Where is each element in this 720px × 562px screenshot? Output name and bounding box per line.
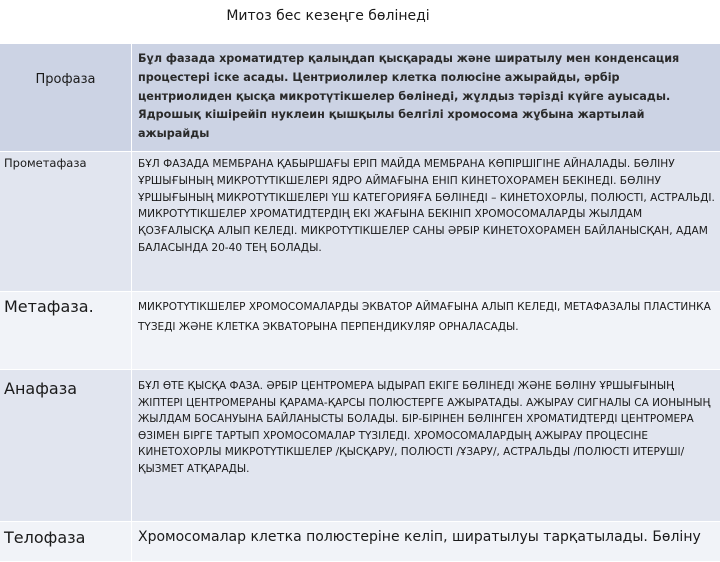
description-cell	[138, 528, 716, 546]
description-cell	[138, 297, 716, 337]
phase-name-anaphase: Анафаза	[4, 379, 78, 398]
phase-cell	[0, 44, 132, 151]
table-row-anaphase	[0, 370, 720, 522]
table-row-prometaphase	[0, 152, 720, 292]
description-cell	[138, 378, 716, 478]
table-row-telophase	[0, 522, 720, 562]
table-row-metaphase	[0, 292, 720, 370]
phase-description-anaphase: БҰЛ ӨТЕ ҚЫСҚА ФАЗА. ӘРБІР ЦЕНТРОМЕРА ЫДЫРАП ЕКІГЕ БӨЛІНЕДІ ЖӘНЕ БӨЛІНУ ҰРШЫҒЫНЫҢ ЖІПТЕРІ ЦЕНТРОМЕРАНЫ ҚАРАМА-ҚАРСЫ ПОЛЮСТЕРГЕ АЖЫРАТАДЫ. АЖЫРАУ СИГНАЛЫ СА ИОНЫНЫҢ ЖЫЛДАМ БОСАНУЫНА БАЙЛАНЫСТЫ БОЛАДЫ. БІР-БІРІНЕН БӨЛІНГЕН ХРОМАТИДТЕРДІ ЦЕНТРОМЕРА ӨЗІМЕН БІРГЕ ТАРТЫП ХРОМОСОМАЛАР ТҮЗІЛЕДІ. ХРОМОСОМАЛАРДЫҢ АЖЫРАУ ПРОЦЕСІНЕ КИНЕТОХОРЛЫ МИКРОТҮТІКШЕЛЕР /ҚЫСҚАРУ/, ПОЛЮСТІ /ҰЗАРУ/, АСТРАЛЬДЫ /ПОЛЮСТІ ИТЕРУШІ/ ҚЫЗМЕТ АТҚАРАДЫ.	[138, 380, 711, 475]
phase-description-prometaphase: БҰЛ ФАЗАДА МЕМБРАНА ҚАБЫРШАҒЫ ЕРІП МАЙДА МЕМБРАНА КӨПІРШІГІНЕ АЙНАЛАДЫ. БӨЛІНУ ҰРШЫҒЫНЫҢ МИКРОТҮТІКШЕЛЕРІ ЯДРО АЙМАҒЫНА ЕНІП КИНЕТОХОРАМЕН БЕКІНЕДІ. БӨЛІНУ ҰРШЫҒЫНЫҢ МИКРОТҮТІКШЕЛЕРІ ҮШ КАТЕГОРИЯҒА БӨЛІНЕДІ – КИНЕТОХОРЛЫ, ПОЛЮСТІ, АСТРАЛЬДІ. МИКРОТҮТІКШЕЛЕР ХРОМАТИДТЕРДІҢ ЕКІ ЖАҒЫНА БЕКІНІП ХРОМОСОМАЛАРДЫ ЖЫЛДАМ ҚОЗҒАЛЫСҚА АЛЫП КЕЛЕДІ. МИКРОТҮТІКШЕЛЕР САНЫ ӘРБІР КИНЕТОХОРАМЕН БАЙЛАНЫСҚАН, АДАМ БАЛАСЫНДА 20-40 ТЕҢ БОЛАДЫ.	[138, 158, 715, 254]
phase-description-prophase: Бұл фазада хроматидтер қалыңдап қысқарады және ширатылу мен конденсация процестері іске асады. Центриолилер клетка полюсіне ажырайды, әрбір центриолиден қысқа микротүтікшелер бөлінеді, жұлдыз тәрізді күйге ауысады. Ядрошық кішірейіп нуклеин қышқылы белгілі хромосома жұбына жартылай ажырайды	[138, 52, 680, 141]
slide-title: Митоз бес кезеңге бөлінеді	[226, 8, 430, 24]
phase-cell	[0, 152, 132, 291]
table-row-prophase	[0, 44, 720, 152]
description-cell	[138, 50, 716, 144]
description-cell	[138, 156, 716, 257]
phase-description-metaphase: МИКРОТҮТІКШЕЛЕР ХРОМОСОМАЛАРДЫ ЭКВАТОР АЙМАҒЫНА АЛЫП КЕЛЕДІ, МЕТАФАЗАЛЫ ПЛАСТИНКА ТҮЗЕДІ ЖӘНЕ КЛЕТКА ЭКВАТОРЫНА ПЕРПЕНДИКУЛЯР ОРНАЛАСАДЫ.	[138, 301, 711, 333]
phase-name-prophase: Профаза	[35, 72, 96, 87]
phase-cell	[0, 292, 132, 369]
phase-description-telophase: Хромосомалар клетка полюстеріне келіп, ширатылуы тарқатылады. Бөліну	[138, 529, 701, 545]
phase-name-prometaphase: Прометафаза	[4, 156, 87, 170]
phase-name-metaphase: Метафаза.	[4, 297, 94, 316]
phase-cell	[0, 522, 132, 561]
phase-name-telophase: Телофаза	[4, 528, 86, 547]
phase-cell	[0, 370, 132, 521]
